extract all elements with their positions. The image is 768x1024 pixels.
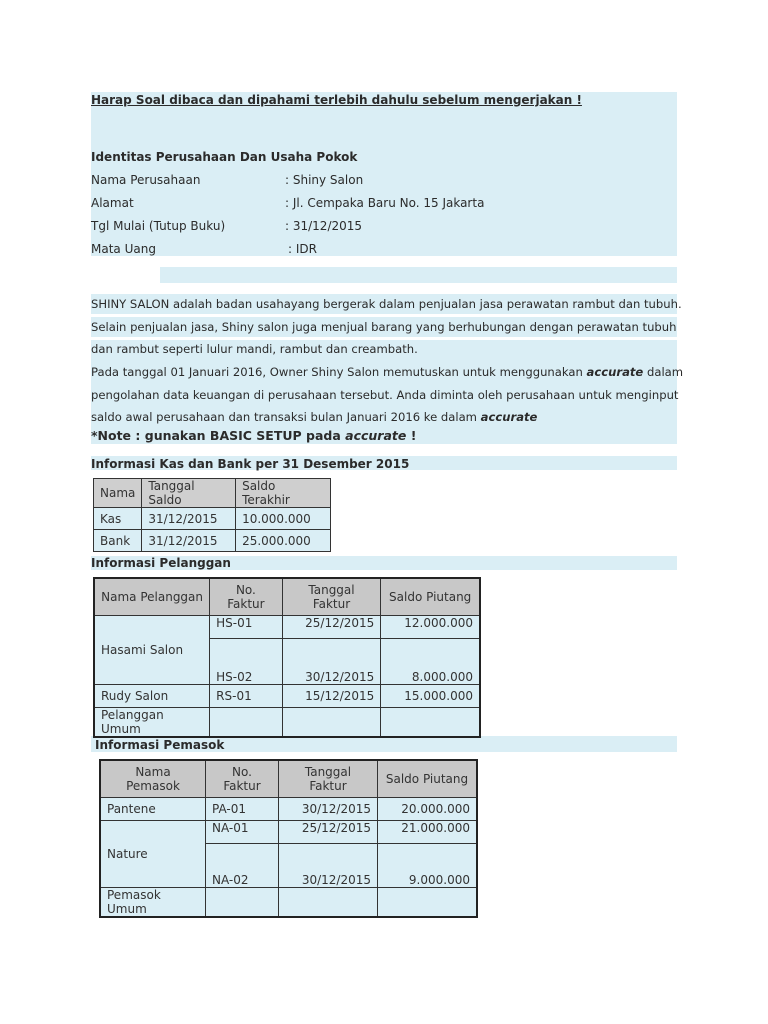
- table-row: [94, 508, 331, 530]
- kas-bank-heading: Informasi Kas dan Bank per 31 Desember 2015: [91, 457, 410, 471]
- invoice-number-cell: NA-01: [206, 821, 279, 844]
- column-header: Saldo Terakhir: [236, 479, 331, 508]
- paragraph-1-line-3: dan rambut seperti lulur mandi, rambut dan creambath.: [91, 342, 418, 356]
- payable-cell: 20.000.000: [378, 798, 478, 821]
- column-header: Nama: [94, 479, 142, 508]
- invoice-date-cell: 15/12/2015: [282, 685, 381, 708]
- identity-label-address: Alamat: [91, 196, 134, 210]
- column-header: Saldo Piutang: [378, 760, 478, 798]
- payable-cell: 9.000.000: [378, 844, 478, 888]
- table-header-row: [100, 760, 477, 798]
- pemasok-table: [99, 759, 478, 918]
- identity-heading: Identitas Perusahaan Dan Usaha Pokok: [91, 150, 358, 164]
- pemasok-heading: Informasi Pemasok: [95, 738, 225, 752]
- supplier-name-cell: Pemasok Umum: [100, 888, 206, 918]
- customer-name-cell: Rudy Salon: [94, 685, 210, 708]
- column-header: No. Faktur: [210, 578, 283, 616]
- paragraph-2-line-3-text-a: saldo awal perusahaan dan transaksi bulan Januari 2016 ke dalam: [91, 410, 481, 424]
- table-cell: Kas: [94, 508, 142, 530]
- invoice-date-cell: [282, 708, 381, 738]
- column-header: Nama Pemasok: [100, 760, 206, 798]
- description-paragraph-1: [91, 293, 682, 361]
- table-cell: 25.000.000: [236, 530, 331, 552]
- invoice-date-cell: 30/12/2015: [279, 844, 378, 888]
- identity-label-company: Nama Perusahaan: [91, 173, 201, 187]
- paragraph-2-line-2: pengolahan data keuangan di perusahaan tersebut. Anda diminta oleh perusahaan untuk menginput: [91, 387, 679, 402]
- table-row: [94, 530, 331, 552]
- column-header: Saldo Piutang: [381, 578, 480, 616]
- invoice-number-cell: HS-02: [210, 639, 283, 685]
- table-row: [94, 616, 480, 639]
- table-row: [100, 888, 477, 918]
- payable-cell: [378, 888, 478, 918]
- identity-label-start-date: Tgl Mulai (Tutup Buku): [91, 219, 226, 233]
- invoice-number-cell: NA-02: [206, 844, 279, 888]
- table-cell: Bank: [94, 530, 142, 552]
- invoice-number-cell: PA-01: [206, 798, 279, 821]
- table-row: [100, 798, 477, 821]
- identity-value-currency: : IDR: [288, 242, 317, 256]
- column-header: No. Faktur: [206, 760, 279, 798]
- spacer-band: [160, 267, 677, 283]
- pelanggan-heading: Informasi Pelanggan: [91, 556, 231, 570]
- table-row: [94, 685, 480, 708]
- invoice-date-cell: 25/12/2015: [282, 616, 381, 639]
- table-cell: 31/12/2015: [142, 530, 236, 552]
- identity-value-company: : Shiny Salon: [285, 173, 364, 187]
- paragraph-2-line-1-text-a: Pada tanggal 01 Januari 2016, Owner Shiny Salon memutuskan untuk menggunakan: [91, 365, 587, 379]
- paragraph-2-line-1: [91, 361, 684, 384]
- column-header: Tanggal Faktur: [282, 578, 381, 616]
- note-text-a: *Note : gunakan BASIC SETUP pada: [91, 428, 346, 443]
- column-header: Nama Pelanggan: [94, 578, 210, 616]
- invoice-number-cell: RS-01: [210, 685, 283, 708]
- table-row: [100, 821, 477, 844]
- accurate-emphasis: accurate: [586, 365, 644, 379]
- paragraph-1-line-1: SHINY SALON adalah badan usahayang bergerak dalam penjualan jasa perawatan rambut dan tubuh.: [91, 297, 682, 311]
- table-header-row: [94, 578, 480, 616]
- accurate-emphasis: accurate: [480, 410, 538, 424]
- customer-name-cell: Hasami Salon: [94, 616, 210, 685]
- invoice-date-cell: 25/12/2015: [279, 821, 378, 844]
- invoice-number-cell: [210, 708, 283, 738]
- invoice-date-cell: 30/12/2015: [279, 798, 378, 821]
- instruction-text: Harap Soal dibaca dan dipahami terlebih dahulu sebelum mengerjakan !: [91, 93, 582, 107]
- identity-value-address: : Jl. Cempaka Baru No. 15 Jakarta: [285, 196, 485, 210]
- pelanggan-table: [93, 577, 481, 738]
- invoice-date-cell: [279, 888, 378, 918]
- note-text: [91, 428, 416, 444]
- invoice-number-cell: HS-01: [210, 616, 283, 639]
- receivable-cell: 8.000.000: [381, 639, 480, 685]
- invoice-date-cell: 30/12/2015: [282, 639, 381, 685]
- paragraph-1-line-2: Selain penjualan jasa, Shiny salon juga menjual barang yang berhubungan dengan perawatan tubuh: [91, 319, 677, 334]
- supplier-name-cell: Pantene: [100, 798, 206, 821]
- paragraph-2-line-3: [91, 406, 677, 429]
- identity-value-start-date: : 31/12/2015: [285, 219, 363, 233]
- customer-name-cell: Pelanggan Umum: [94, 708, 210, 738]
- identity-label-currency: Mata Uang: [91, 242, 156, 256]
- table-row: [94, 708, 480, 738]
- receivable-cell: 15.000.000: [381, 685, 480, 708]
- description-paragraph-2: [91, 361, 684, 429]
- payable-cell: 21.000.000: [378, 821, 478, 844]
- paragraph-2-line-1-text-b: dalam: [643, 365, 684, 379]
- receivable-cell: [381, 708, 480, 738]
- table-header-row: [94, 479, 331, 508]
- receivable-cell: 12.000.000: [381, 616, 480, 639]
- table-cell: 31/12/2015: [142, 508, 236, 530]
- column-header: Tanggal Faktur: [279, 760, 378, 798]
- table-cell: 10.000.000: [236, 508, 331, 530]
- supplier-name-cell: Nature: [100, 821, 206, 888]
- kas-bank-table: [93, 478, 331, 552]
- column-header: Tanggal Saldo: [142, 479, 236, 508]
- invoice-number-cell: [206, 888, 279, 918]
- note-accurate-emphasis: accurate: [345, 428, 407, 443]
- note-text-b: !: [406, 428, 417, 443]
